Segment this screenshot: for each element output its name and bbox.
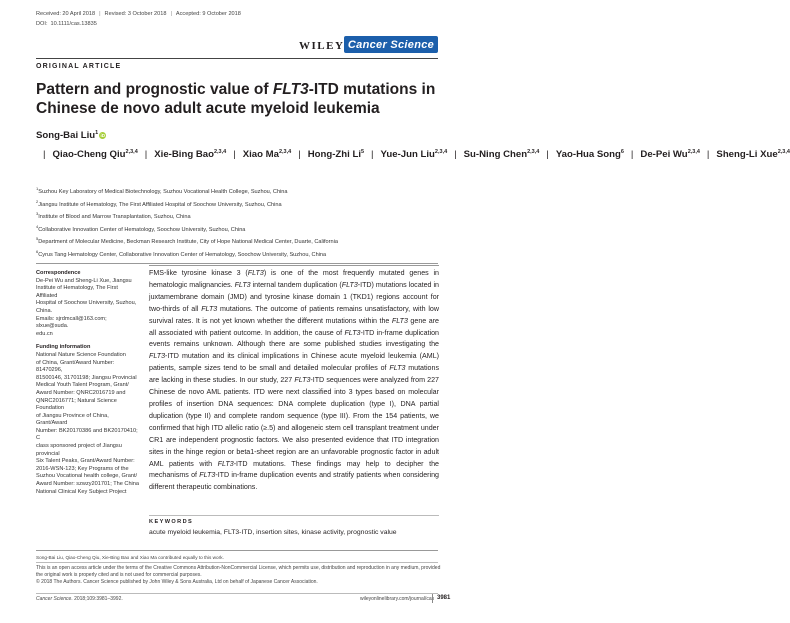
affiliation-item: $^4$Collaborative Innovation Center of Hematology, Soochow University, Suzhou, China <box>36 223 246 233</box>
correspondence-heading: Correspondence <box>36 270 81 276</box>
license-line: This is an open access article under the terms of the Creative Commons Attribution-NonCommercial License, which permits use, distribution and reproduction in any medium, provided the original work is properly cited and is not used for commercial purposes. <box>36 565 441 578</box>
affiliation-item: $^5$Department of Molecular Medicine, Beckman Research Institute, City of Hope National Medical Center, Duarte, California <box>36 236 338 245</box>
author-affiliation-marker: 6 <box>620 148 624 155</box>
author-name[interactable]: Su-Ning Chen$^{2,3,4}$ <box>463 148 540 160</box>
author-affiliation-marker: 2,3,4 <box>687 148 700 155</box>
article-sidebar <box>36 270 140 496</box>
doi-link[interactable]: 10.1111/cas.13835 <box>50 21 97 27</box>
author-name[interactable]: Yao-Hua Song$^6$ <box>555 148 624 160</box>
author-footnote: Song-Bai Liu, Qiao-Cheng Qiu, Xie-Bing Bao and Xiao Ma contributed equally to this work. <box>36 555 224 560</box>
page-number: 3981 <box>437 595 451 601</box>
author-separator: | <box>233 148 236 160</box>
journal-logo[interactable]: Cancer Science <box>344 36 438 53</box>
orcid-icon[interactable]: iD <box>100 133 105 138</box>
author-name[interactable]: Qiao-Cheng Qiu$^{2,3,4}$ <box>52 148 138 160</box>
publisher-logo[interactable]: WILEY <box>299 40 345 52</box>
page-number-separator <box>432 594 433 603</box>
funding-heading: Funding information <box>36 344 91 351</box>
received-date: Received: 20 April 2018 <box>36 11 96 17</box>
author-affiliation-marker: 2,3,4 <box>434 148 448 155</box>
author-affiliation-marker: 2,3,4 <box>278 148 292 155</box>
author-name[interactable]: Yue-Jun Liu$^{2,3,4}$ <box>380 148 448 160</box>
footer-divider <box>36 550 438 551</box>
keywords-heading: KEYWORDS <box>149 519 194 525</box>
affiliation-item: $^6$Cyrus Tang Hematology Center, Collaborative Innovation Center of Hematology, Soochow University, Suzhou, China <box>36 248 327 258</box>
funding-text: National Nature Science Foundation of China, Grant/Award Number: 81470296, 81500146, 31701198; Jiangsu Provincial Medical Youth Talent Program, Grant/ Award Number: QNRC2016719 and QNRC2016771; Natural Science Foundation of Jiangsu Province of China, Grant/Award Number: BK20170386 and BK20170410; C class sponsored project of Jiangsu provincial Six Talent Peaks, Grant/Award Number: 2016-WSN-123; Key Programs of the Suzhou Vocational health college, Grant/ Award Number: szwzy201701; The China National Clinical Key Subject Project <box>36 351 140 495</box>
author-affiliation-marker: 2,3,4 <box>777 148 790 155</box>
author-affiliation-marker: 2,3,4 <box>213 148 227 155</box>
doi-label: DOI: <box>36 21 48 27</box>
author-name[interactable]: Sheng-Li Xue$^{2,3,4}$ <box>716 148 790 160</box>
author-affiliation-marker: 2,3,4 <box>527 148 540 155</box>
author-separator: | <box>371 148 374 160</box>
author-name[interactable]: De-Pei Wu$^{2,3,4}$ <box>640 148 700 160</box>
affiliations <box>36 186 448 261</box>
author-separator: | <box>630 148 634 160</box>
accepted-date: Accepted: 9 October 2018 <box>175 11 241 17</box>
abstract-text: FMS-like tyrosine kinase 3 (FLT3) is one of the most frequently mutated genes in hematologic malignancies. FLT3 internal tandem duplication (FLT3-ITD) mutations located in juxtamembrane domain (JMD) and tyrosine kinase domain 1 (TKD1) regions account for two-thirds of all FLT3 mutations. The outcome of patients remains unsatisfactory, with low survival rates. It is not yet known whether the different mutations within the FLT3 gene are all associated with patient outcome. In addition, the cause of FLT3-ITD in-frame duplication events remains unknown. Although there are some published studies investigating the FLT3-ITD mutation and its clinical implications in Chinese acute myeloid leukemia (AML) patients, sample sizes tend to be small and detailed molecular profiles of FLT3 mutations are lacking in these studies. In our study, 227 FLT3-ITD sequences were analyzed from 227 Chinese de novo AML patients. ITD were next classified into 3 types based on molecular profiles of insertion DNA sequences: DNA complete duplication (type I), DNA partial duplication (type II) and complete random sequence (type III). From the 154 patients, we confirmed that high ITD allelic ratio (≥.5) and allogeneic stem cell transplant treatment under CR1 are independent prognostic factors. We also presented evidence that ITD integration sites in the hinge region or beta1-sheet region are an unfavorable prognostic factor in adult AML patients with FLT3-ITD mutations. These findings may help to decipher the mechanisms of FLT3-ITD in-frame duplication events and stratify patients when considering different therapeutic combinations. <box>149 269 440 492</box>
revised-date: Revised: 3 October 2018 <box>104 11 167 17</box>
author-name[interactable]: Song-Bai Liu$^1$ iD <box>36 129 105 141</box>
author-list <box>36 127 790 164</box>
affiliation-item: $^2$Jiangsu Institute of Hematology, The First Affiliated Hospital of Soochow University, Suzhou, China <box>36 198 282 208</box>
author-affiliation-marker: 2,3,4 <box>125 148 138 155</box>
affiliation-item: $^1$Suzhou Key Laboratory of Medical Biotechnology, Suzhou Vocational Health College, Suzhou, China <box>36 186 288 195</box>
license-text <box>36 565 446 586</box>
journal-website-link[interactable]: wileyonlinelibrary.com/journal/cas <box>360 596 435 602</box>
author-affiliation-marker: 5 <box>360 148 365 155</box>
citation: Cancer Science. 2018;109:3981–3992. <box>36 596 123 602</box>
article-title: Pattern and prognostic value of FLT3-ITD mutations in Chinese de novo adult acute myeloid leukemia <box>36 81 436 117</box>
author-separator: | <box>546 148 549 160</box>
keywords-divider <box>149 515 439 516</box>
author-name[interactable]: Hong-Zhi Li$^5$ <box>307 148 365 160</box>
article-type: ORIGINAL ARTICLE <box>36 63 122 70</box>
author-affiliation-marker: 1 <box>95 129 99 136</box>
author-separator: | <box>454 148 457 160</box>
footer-divider-3 <box>36 593 438 594</box>
section-divider <box>36 263 438 264</box>
doi <box>36 21 97 27</box>
header-divider <box>36 58 438 59</box>
author-separator: | <box>144 148 148 160</box>
article-dates: Received: 20 April 2018 | Revised: 3 October 2018 | Accepted: 9 October 2018 <box>36 11 241 17</box>
author-separator: | <box>706 148 710 160</box>
footer-divider-2 <box>36 562 438 563</box>
author-separator: | <box>43 148 46 160</box>
author-name[interactable]: Xiao Ma$^{2,3,4}$ <box>242 148 292 160</box>
keywords-text: acute myeloid leukemia, FLT3-ITD, insertion sites, kinase activity, prognostic value <box>149 529 397 536</box>
author-separator: | <box>298 148 301 160</box>
correspondence-text: De-Pei Wu and Sheng-Li Xue, Jiangsu Institute of Hematology, The First Affiliated Hospital of Soochow University, Suzhou, China. Emails: sjrdmcall@163.com; slxue@suda. edu.cn <box>36 277 137 337</box>
license-line: © 2018 The Authors. Cancer Science published by John Wiley & Sons Australia, Ltd on behalf of Japanese Cancer Association. <box>36 579 318 585</box>
affiliation-item: $^3$Institute of Blood and Marrow Transplantation, Suzhou, China <box>36 211 191 220</box>
author-name[interactable]: Xie-Bing Bao$^{2,3,4}$ <box>154 148 227 160</box>
